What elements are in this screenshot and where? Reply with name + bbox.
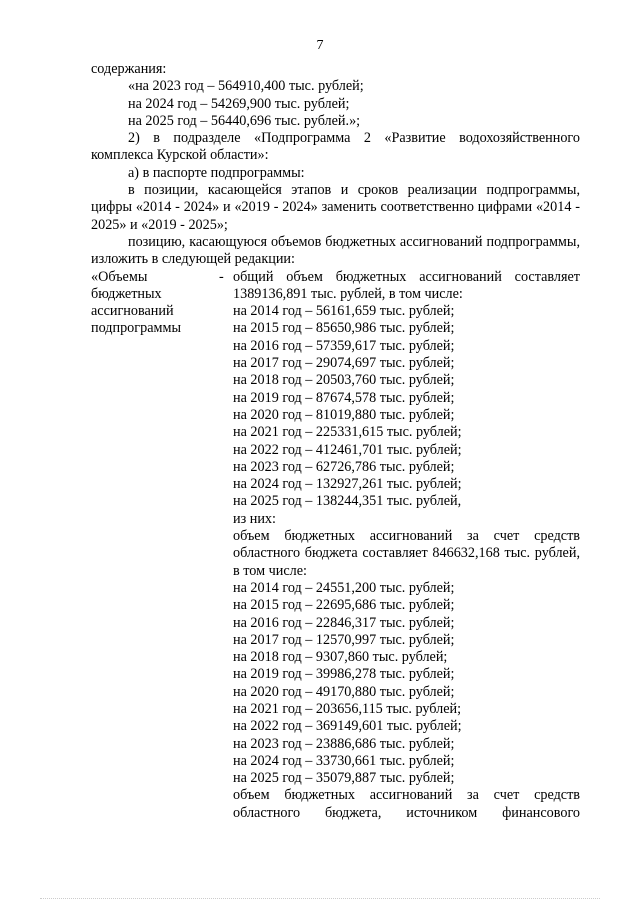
paragraph-passport: а) в паспорте подпрограммы: — [128, 164, 305, 181]
year-amount-line: на 2025 год – 35079,887 тыс. рублей; — [233, 770, 455, 787]
paragraph-stages: в позиции, касающейся этапов и сроков реализации подпрограммы, цифры «2014 - 2024» и «2019 - 2024» заменить соответственно цифрами «2014 - 2025» и «2019 - 2025»; — [91, 182, 580, 233]
year-amount-line: на 2018 год – 9307,860 тыс. рублей; — [233, 649, 448, 666]
total-amount-text: общий объем бюджетных ассигнований составляет 1389136,891 тыс. рублей, в том числе: — [233, 268, 580, 302]
year-amount-line: на 2019 год – 39986,278 тыс. рублей; — [233, 666, 455, 683]
table-value-column — [233, 269, 580, 823]
year-amount-line: на 2025 год – 138244,351 тыс. рублей, — [233, 493, 462, 510]
year-amount-line: на 2020 год – 49170,880 тыс. рублей; — [233, 683, 455, 700]
years-regional-list — [233, 580, 580, 788]
years-total-list — [233, 303, 580, 511]
intro-line: «на 2023 год – 564910,400 тыс. рублей; — [128, 78, 364, 95]
year-amount-line: на 2021 год – 203656,115 тыс. рублей; — [233, 700, 462, 717]
paragraph-subprogram-2: 2) в подразделе «Подпрограмма 2 «Развитие водохозяйственного комплекса Курской области»: — [91, 130, 580, 164]
year-amount-line: на 2024 год – 132927,261 тыс. рублей; — [233, 476, 462, 493]
page-bottom-rule — [40, 898, 600, 899]
of-them-label: из них: — [233, 510, 276, 527]
year-amount-line: на 2018 год – 20503,760 тыс. рублей; — [233, 372, 455, 389]
intro-line: на 2025 год – 56440,696 тыс. рублей.»; — [128, 112, 361, 129]
table-dash: - — [219, 268, 224, 285]
year-amount-line: на 2015 год – 22695,686 тыс. рублей; — [233, 597, 455, 614]
year-amount-line: на 2019 год – 87674,578 тыс. рублей; — [233, 389, 455, 406]
year-amount-line: на 2015 год – 85650,986 тыс. рублей; — [233, 320, 455, 337]
year-amount-line: на 2014 год – 56161,659 тыс. рублей; — [233, 303, 455, 320]
paragraph-edit: позицию, касающуюся объемов бюджетных ассигнований подпрограммы, изложить в следующей редакции: — [91, 233, 580, 268]
year-amount-line: на 2016 год – 57359,617 тыс. рублей; — [233, 337, 455, 354]
final-text: объем бюджетных ассигнований за счет средств областного бюджета, источником финансового — [233, 787, 580, 821]
table-label-line: «Объемы — [91, 268, 148, 285]
intro-line: содержания: — [91, 61, 167, 77]
year-amount-line: на 2017 год – 29074,697 тыс. рублей; — [233, 355, 455, 372]
year-amount-line: на 2020 год – 81019,880 тыс. рублей; — [233, 406, 455, 423]
year-amount-line: на 2017 год – 12570,997 тыс. рублей; — [233, 631, 455, 648]
year-amount-line: на 2022 год – 369149,601 тыс. рублей; — [233, 718, 462, 735]
table-label-line: подпрограммы — [91, 320, 181, 337]
year-amount-line: на 2023 год – 62726,786 тыс. рублей; — [233, 458, 455, 475]
year-amount-line: на 2023 год – 23886,686 тыс. рублей; — [233, 735, 455, 752]
year-amount-line: на 2024 год – 33730,661 тыс. рублей; — [233, 752, 455, 769]
table-label-line: бюджетных — [91, 285, 162, 302]
budget-table — [91, 269, 580, 823]
year-amount-line: на 2016 год – 22846,317 тыс. рублей; — [233, 614, 455, 631]
table-label-column — [91, 269, 219, 823]
table-label-line: ассигнований — [91, 303, 174, 320]
document-body — [91, 61, 580, 822]
year-amount-line: на 2014 год – 24551,200 тыс. рублей; — [233, 579, 455, 596]
year-amount-line: на 2022 год – 412461,701 тыс. рублей; — [233, 441, 462, 458]
intro-line: на 2024 год – 54269,900 тыс. рублей; — [128, 95, 350, 112]
regional-amount-text: объем бюджетных ассигнований за счет средств областного бюджета составляет 846632,168 тыс. рублей, в том числе: — [233, 528, 580, 579]
page-number: 7 — [316, 38, 324, 53]
year-amount-line: на 2021 год – 225331,615 тыс. рублей; — [233, 424, 462, 441]
